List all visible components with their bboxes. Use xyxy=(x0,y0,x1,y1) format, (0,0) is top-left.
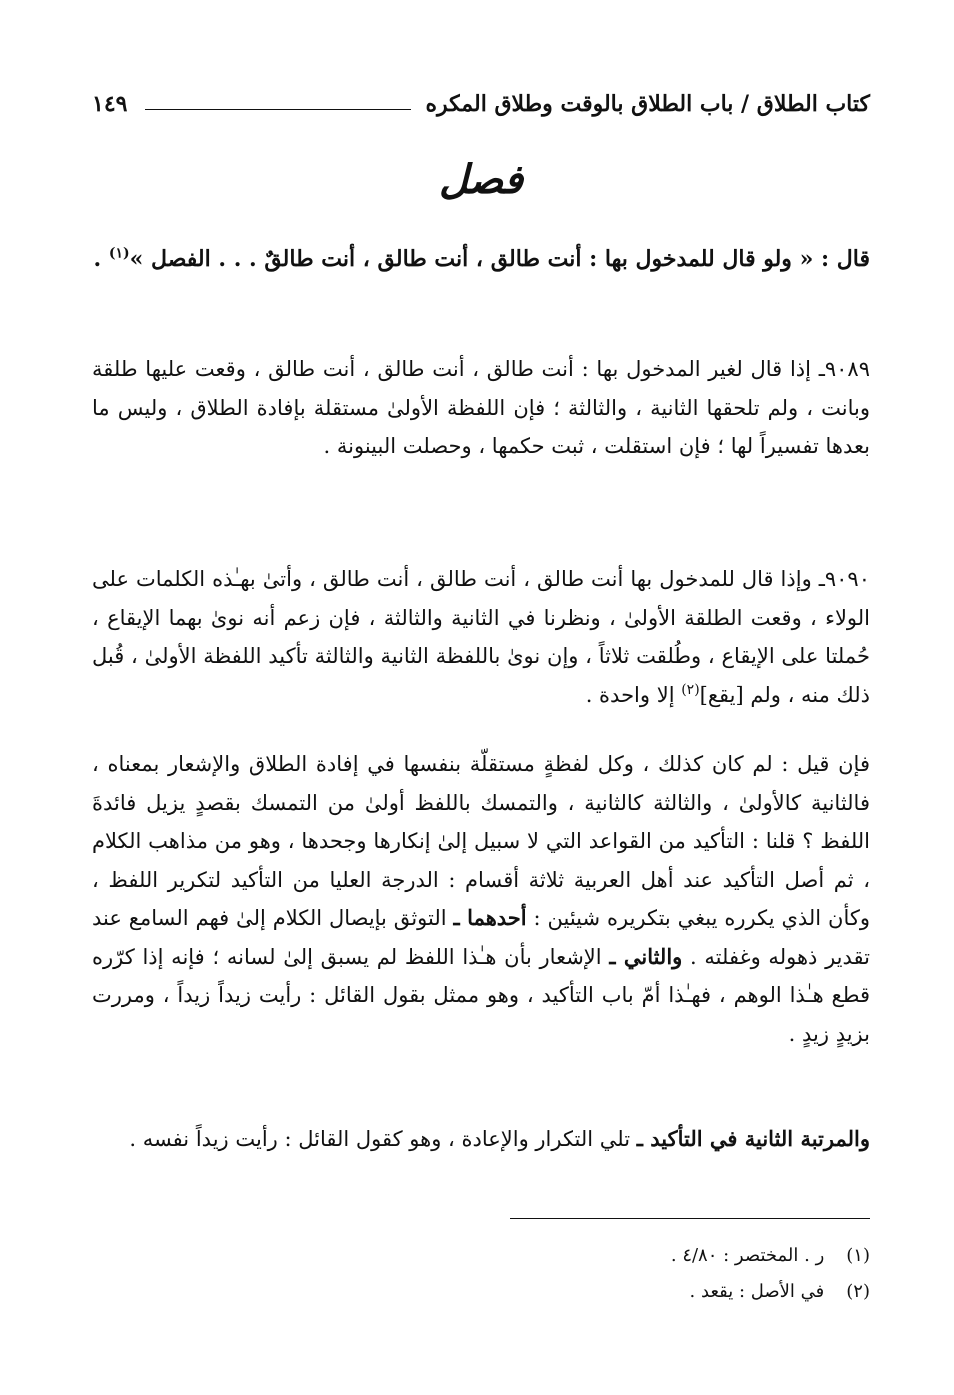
bold-term-first: أحدهما ـ xyxy=(453,905,527,930)
footnote-text: في الأصل : يقعد . xyxy=(689,1281,825,1302)
footnotes xyxy=(92,1238,870,1310)
paragraph-text: التوثق بإيصال الكلام إلىٰ فهم السامع عند تقدير ذهوله وغفلته . xyxy=(92,906,871,969)
paragraph-text: ٩٠٩٠ـ وإذا قال للمدخول بها أنت طالق ، أنت طالق ، أنت طالق ، وأتىٰ بهـٰذه الكلمات على الولاء ، وقعت الطلقة الأولىٰ ، ونظرنا في الثانية والثالثة ، فإن زعم أنه نوىٰ بهما الإيقاع ، حُملتا على الإيقاع ، وطُلقت ثلاثاً ، وإن نوىٰ باللفظة الثانية والثالثة تأكيد اللفظة الأولىٰ ، قُبل ذلك منه ، ولم [يقع] xyxy=(92,567,870,707)
paragraph-9090 xyxy=(92,560,870,714)
lead-quote xyxy=(92,238,870,280)
header-title: كتاب الطلاق / باب الطلاق بالوقت وطلاق المكره xyxy=(425,91,870,117)
paragraph-second-rank xyxy=(92,1120,870,1159)
footnote-text: ر . المختصر : ٤/٨٠ . xyxy=(670,1245,825,1266)
footnote-2 xyxy=(92,1274,870,1310)
paragraph-text: تلي التكرار والإعادة ، وهو كقول القائل : رأيت زيداً نفسه . xyxy=(129,1127,637,1151)
paragraph-text: فإن قيل : لم كان كذلك ، وكل لفظةٍ مستقلّة بنفسها في إفادة الطلاق والإشعار بمعناه ، فالثانية كالأولىٰ ، والثالثة كالثانية ، والتمسك باللفظ أولىٰ من التمسك بقصدٍ يزيل فائدةَ اللفظ ؟ قلنا : التأكيد من القواعد التي لا سبيل إلىٰ إنكارها وجحدها ، وهو من مذاهب الكلام ، ثم أصل التأكيد عند أهل العربية ثلاثة أقسام : الدرجة العليا من التأكيد لتكرير اللفظ ، وكأن الذي يكرره يبغي بتكريره شيئين : xyxy=(92,752,870,930)
footnote-ref-1[interactable]: (١) xyxy=(108,245,130,262)
section-title: فصل xyxy=(438,156,524,203)
footnote-number: (١) xyxy=(846,1245,870,1266)
paragraph-text: إلا واحدة . xyxy=(585,682,682,707)
footnote-1 xyxy=(92,1238,870,1274)
page xyxy=(92,0,870,1395)
paragraph-text: الإشعار بأن هـٰذا اللفظ لم يسبق إلىٰ لسانه ؛ فإنه إذا كرّره قطع هـٰذا الوهم ، فهـٰذا أمّ باب التأكيد ، وهو ممثل بقول القائل : رأيت زيداً زيداً ، ومررت بزيدٍ زيدٍ . xyxy=(92,944,870,1046)
lead-end: . xyxy=(93,246,109,272)
paragraph-9089: ٩٠٨٩ـ إذا قال لغير المدخول بها : أنت طالق ، أنت طالق ، أنت طالق ، وقعت عليها طلقة وبانت ، ولم تلحقها الثانية ، والثالثة ؛ فإن اللفظة الأولىٰ مستقلة بإفادة الطلاق ، وليس ما بعدها تفسيراً لها ؛ فإن استقلت ، ثبت حكمها ، وحصلت البينونة . xyxy=(92,357,870,458)
footnote-ref-2[interactable]: (٢) xyxy=(681,681,700,698)
running-header xyxy=(92,84,870,124)
footnote-number: (٢) xyxy=(846,1281,870,1302)
page-number: ١٤٩ xyxy=(92,91,128,117)
footnote-divider xyxy=(510,1218,870,1219)
header-rule xyxy=(145,109,411,110)
paragraph-objection xyxy=(92,745,870,1053)
bold-term-second: والثاني ـ xyxy=(609,943,683,969)
bold-term-second-rank: والمرتبة الثانية في التأكيد ـ xyxy=(636,1126,870,1151)
lead-text: قال : « ولو قال للمدخول بها : أنت طالق ، أنت طالق ، أنت طالقٌ . . . الفصل » xyxy=(129,246,870,272)
